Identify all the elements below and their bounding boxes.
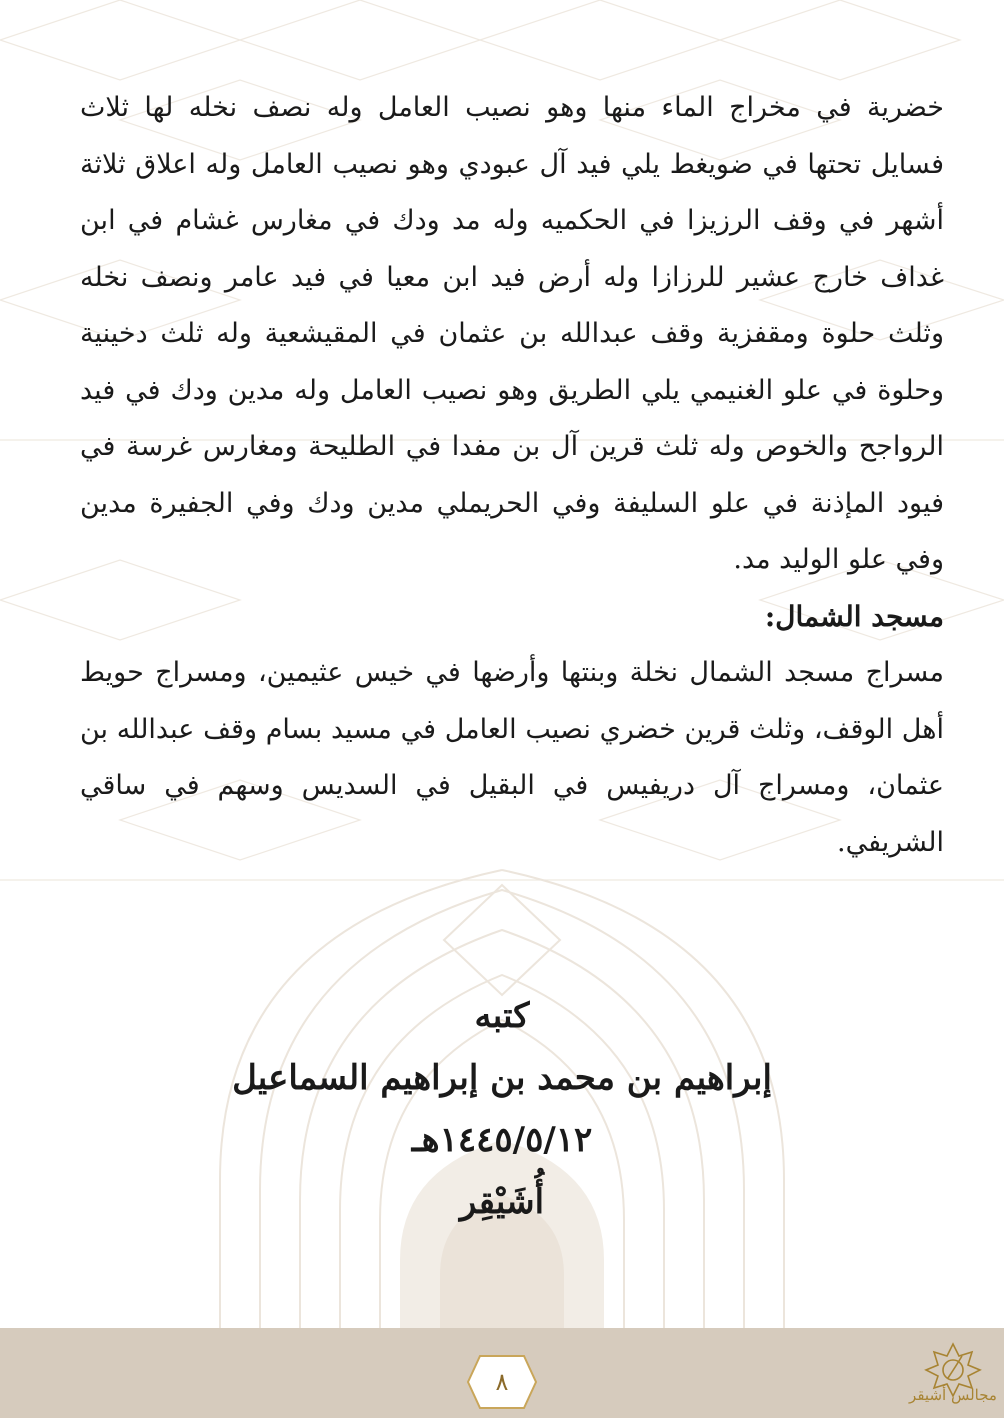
paragraph-2: مسراج مسجد الشمال نخلة وبنتها وأرضها في خيس عثيمين، ومسراج حويط أهل الوقف، وثلث قرين خضري نصيب العامل في مسيد بسام وقف عبدالله بن عثمان، ومسراج آل دريفيس في البقيل في السديس وسهم في ساقي الشريفي. [80, 657, 944, 858]
document-body [80, 80, 944, 871]
written-by-label: كتبه [474, 996, 530, 1036]
paragraph-1: خضرية في مخراج الماء منها وهو نصيب العامل وله نصف نخله لها ثلاث فسايل تحتها في ضويغط يلي فيد آل عبودي وهو نصيب العامل وله اعلاق ثلاثة أشهر في وقف الرزيزا في الحكميه وله مد ودك في مغارس غشام في ابن غداف خارج عشير للرزازا وله أرض فيد ابن معيا في فيد عامر ونصف نخله وثلث حلوة ومقفزية وقف عبدالله بن عثمان في المقيشعية وله ثلث دخينية وحلوة في علو الغنيمي يلي الطريق وهو نصيب العامل وله مدين ودك في فيد الرواجح والخوص وله ثلث قرين آل بن مفدا في الطليحة ومغارس غرسة في فيود المإذنة في علو السليفة وفي الحريملي مدين ودك وفي الجفيرة مدين وفي علو الوليد مد. [80, 92, 944, 575]
signature-place: أُشَيْقِر [459, 1182, 545, 1222]
section-heading: مسجد الشمال: [764, 599, 944, 633]
author-name: إبراهيم بن محمد بن إبراهيم السماعيل [232, 1058, 772, 1098]
signature-block [0, 985, 1004, 1233]
logo-caption: مجالس أشيقر [909, 1386, 997, 1404]
page-number: ٨ [495, 1368, 509, 1396]
signature-date: ١٤٤٥/٥/١٢هـ [411, 1120, 593, 1160]
